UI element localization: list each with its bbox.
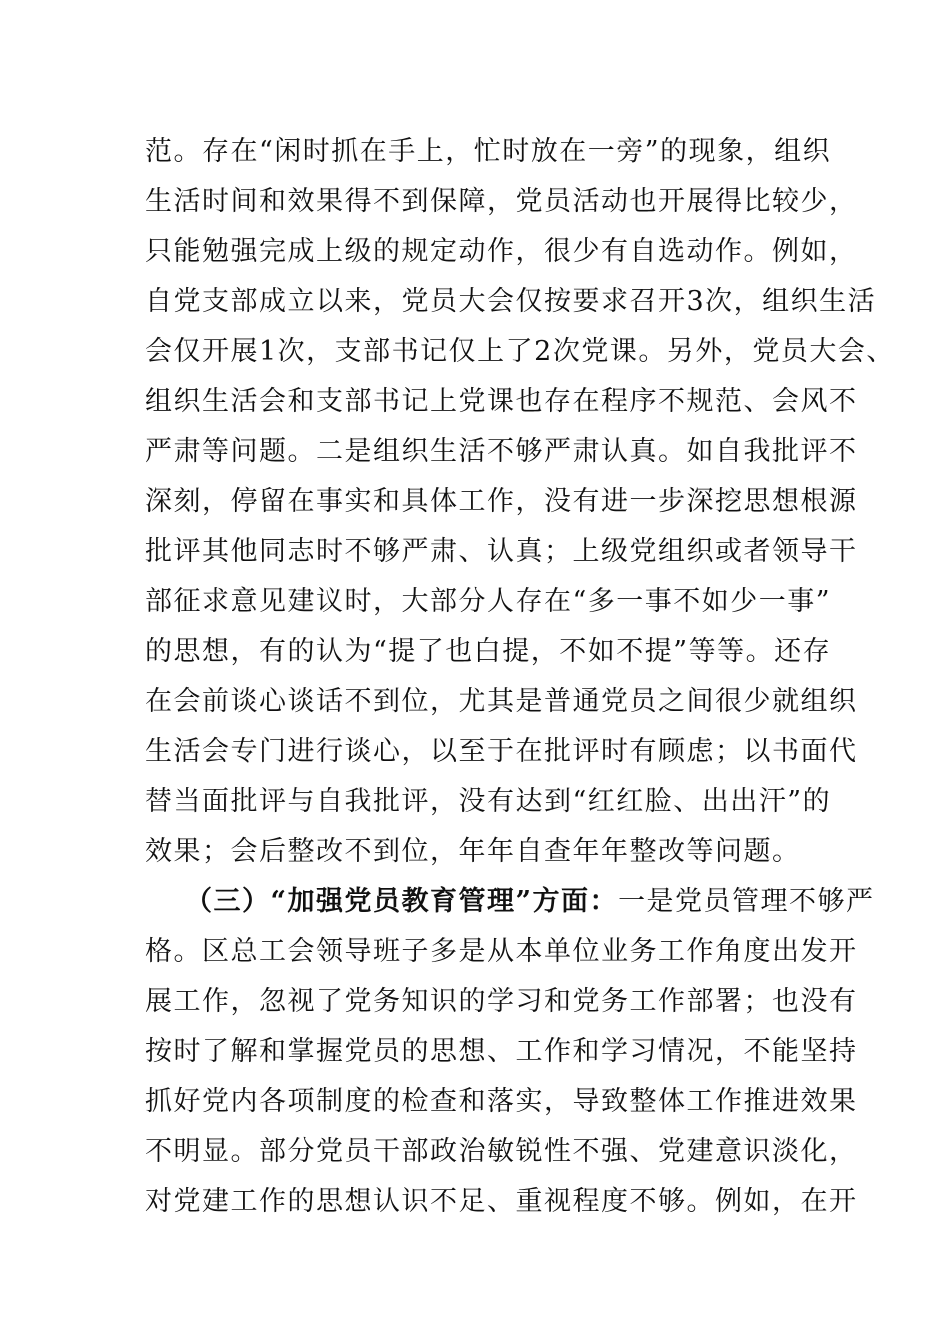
text-line: 对党建工作的思想认识不足、重视程度不够。例如，在开 [145,1186,858,1217]
text-line: 格。区总工会领导班子多是从本单位业务工作角度出发开 [145,936,858,967]
text-line: 范。存在“闲时抓在手上，忙时放在一旁”的现象，组织 [145,136,832,167]
section-3-first-line [185,882,875,922]
text-line: 部征求意见建议时，大部分人存在“多一事不如少一事” [145,586,832,617]
text-line: 自党支部成立以来，党员大会仅按要求召开3次，组织生活 [145,286,877,317]
text-line: 效果；会后整改不到位，年年自查年年整改等问题。 [145,836,801,867]
text-line: 按时了解和掌握党员的思想、工作和学习情况，不能坚持 [145,1036,858,1067]
section-3-first-line-text: 一是党员管理不够严 [618,886,875,917]
text-line: 的思想，有的认为“提了也白提，不如不提”等等。还存 [145,636,832,667]
text-line: 深刻，停留在事实和具体工作，没有进一步深挖思想根源 [145,486,858,517]
text-line: 抓好党内各项制度的检查和落实，导致整体工作推进效果 [145,1086,858,1117]
text-line: 生活时间和效果得不到保障，党员活动也开展得比较少， [145,186,858,217]
text-line: 组织生活会和支部书记上党课也存在程序不规范、会风不 [145,386,858,417]
text-line: 不明显。部分党员干部政治敏锐性不强、党建意识淡化， [145,1136,858,1167]
text-line: 展工作，忽视了党务知识的学习和党务工作部署；也没有 [145,986,858,1017]
text-line: 批评其他同志时不够严肃、认真；上级党组织或者领导干 [145,536,858,567]
text-line: 会仅开展1次，支部书记仅上了2次党课。另外，党员大会、 [145,336,895,367]
text-line: 在会前谈心谈话不到位，尤其是普通党员之间很少就组织 [145,686,858,717]
section-3-heading: （三）“加强党员教育管理”方面： [185,886,619,917]
text-line: 严肃等问题。二是组织生活不够严肃认真。如自我批评不 [145,436,858,467]
text-line: 替当面批评与自我批评，没有达到“红红脸、出出汗”的 [145,786,832,817]
text-line: 只能勉强完成上级的规定动作，很少有自选动作。例如， [145,236,858,267]
text-line: 生活会专门进行谈心，以至于在批评时有顾虑；以书面代 [145,736,858,767]
